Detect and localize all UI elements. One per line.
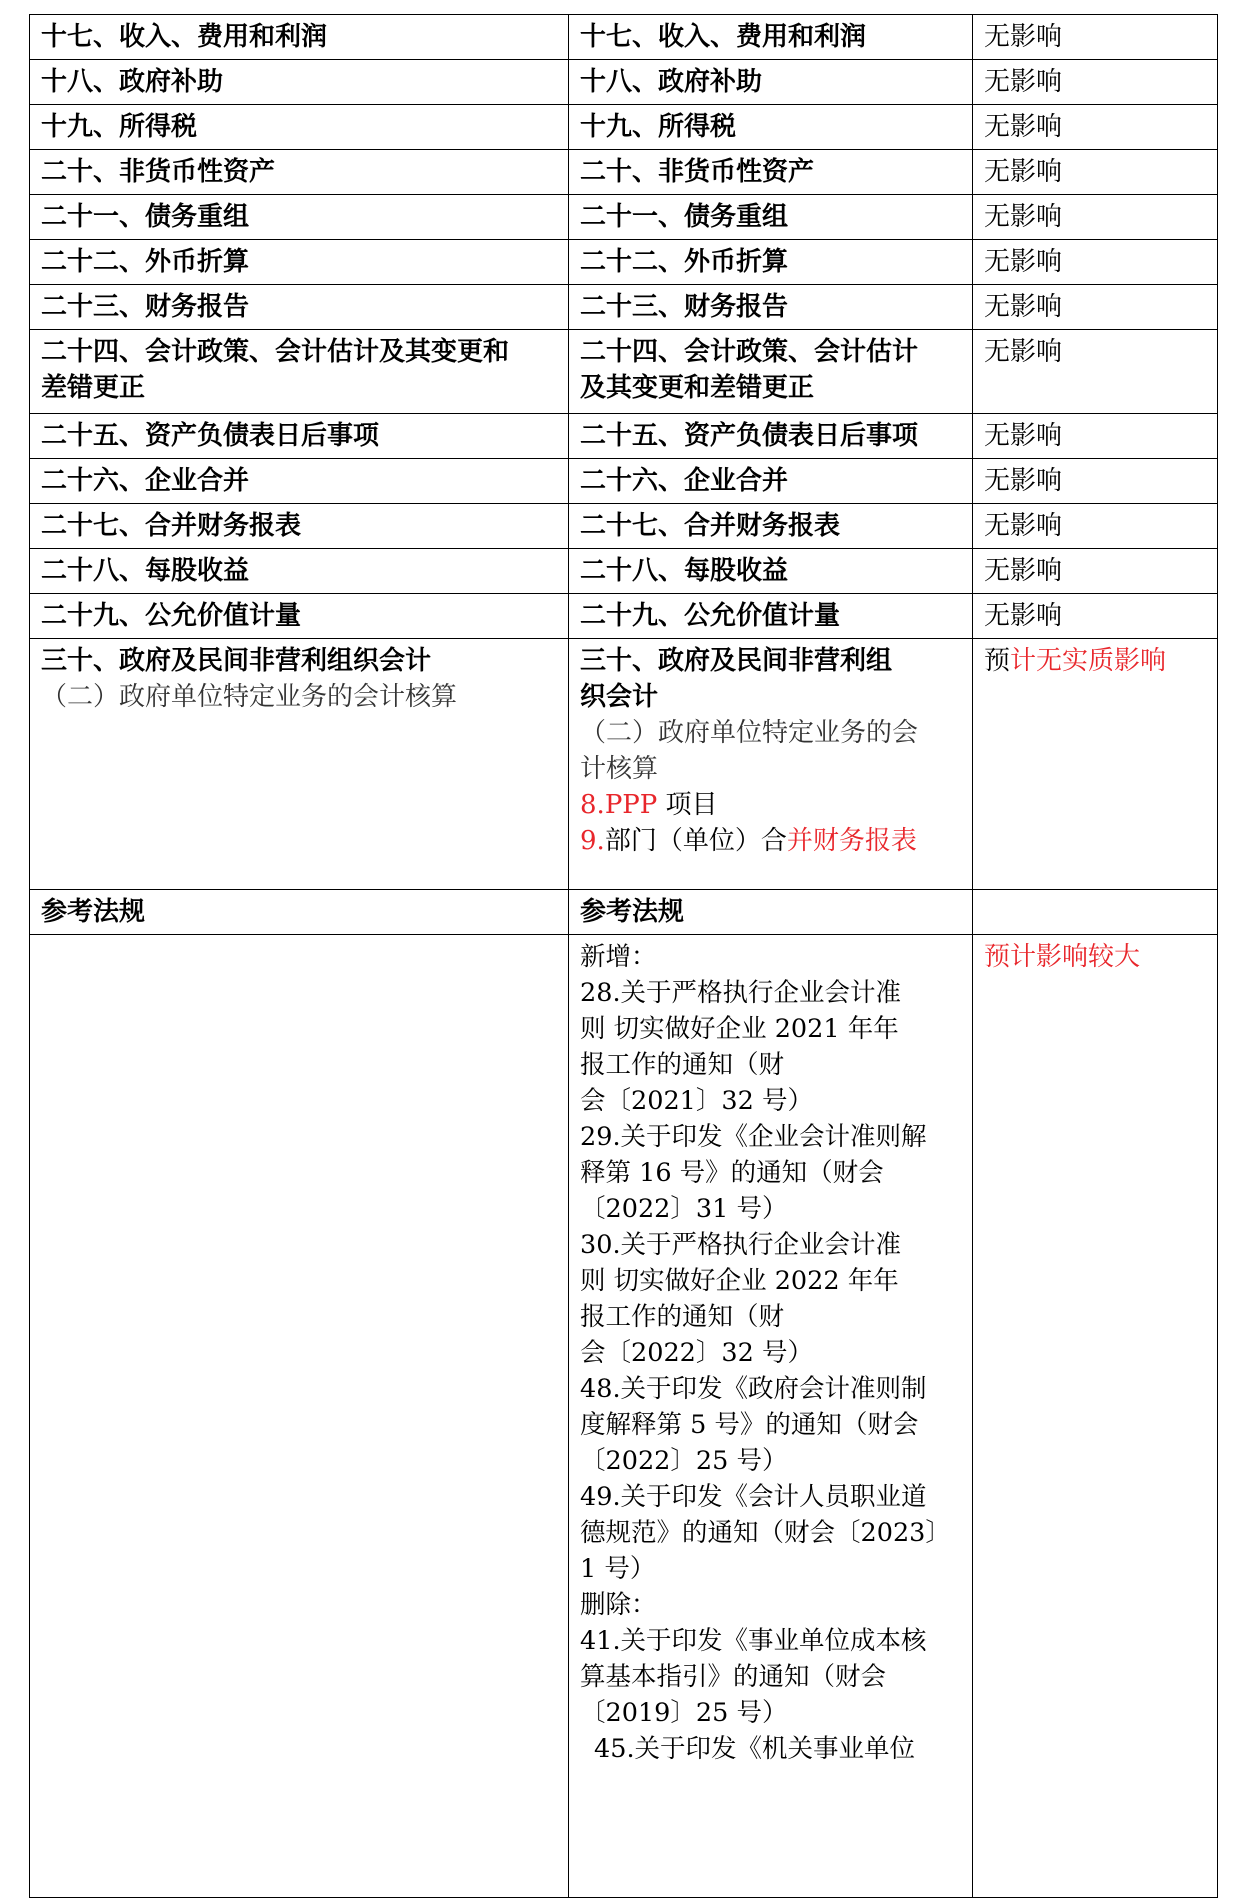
old-item-21: 二十一、债务重组 [30, 195, 569, 240]
ref-del-line-2: 算基本指引》的通知（财会 [580, 1662, 887, 1692]
old-item-26: 二十六、企业合并 [30, 459, 569, 504]
old-item-30-sub: （二）政府单位特定业务的会计核算 [41, 682, 458, 712]
ref-del-line-3: 〔2019〕25 号） [580, 1698, 788, 1728]
old-item-30-title: 三十、政府及民间非营利组织会计 [41, 646, 432, 676]
new-item-30-title-2: 织会计 [580, 682, 659, 712]
new-item-30-item-8 [580, 787, 961, 823]
new-item-28: 二十八、每股收益 [569, 549, 973, 594]
item-9-number: 9. [580, 826, 605, 856]
effect-27: 无影响 [973, 504, 1218, 549]
effect-30-black: 预 [984, 646, 1011, 676]
new-item-19: 十九、所得税 [569, 105, 973, 150]
effect-17: 无影响 [973, 15, 1218, 60]
ref-new-label: 新增： [580, 942, 657, 972]
new-item-30-sub-2: 计核算 [580, 754, 659, 784]
item-8-number: 8. [580, 790, 605, 820]
old-item-28: 二十八、每股收益 [30, 549, 569, 594]
new-item-21: 二十一、债务重组 [569, 195, 973, 240]
old-item-23: 二十三、财务报告 [30, 285, 569, 330]
old-item-20: 二十、非货币性资产 [30, 150, 569, 195]
old-item-30 [30, 639, 569, 890]
effect-24: 无影响 [973, 330, 1218, 414]
effect-26: 无影响 [973, 459, 1218, 504]
ref-delete-label: 删除： [580, 1590, 657, 1620]
old-item-24-line2: 差错更正 [41, 373, 146, 403]
new-item-24-line2: 及其变更和差错更正 [580, 373, 815, 403]
item-8-red-text: PPP [604, 790, 658, 820]
new-item-23: 二十三、财务报告 [569, 285, 973, 330]
new-item-18: 十八、政府补助 [569, 60, 973, 105]
ref-line-15: 49.关于印发《会计人员职业道 [580, 1482, 927, 1512]
ref-line-14: 〔2022〕25 号） [580, 1446, 788, 1476]
ref-header-new: 参考法规 [569, 890, 973, 935]
ref-line-9: 则 切实做好企业 2022 年年 [580, 1266, 899, 1296]
ref-last-line: 45.关于印发《机关事业单位 [594, 1734, 916, 1764]
effect-22: 无影响 [973, 240, 1218, 285]
new-item-25: 二十五、资产负债表日后事项 [569, 414, 973, 459]
old-item-27: 二十七、合并财务报表 [30, 504, 569, 549]
ref-line-4: 会〔2021〕32 号） [580, 1086, 813, 1116]
old-item-25: 二十五、资产负债表日后事项 [30, 414, 569, 459]
item-9-text: 部门（单位）合 [604, 826, 787, 856]
ref-line-3: 报工作的通知（财 [580, 1050, 785, 1080]
ref-line-10: 报工作的通知（财 [580, 1302, 785, 1332]
old-item-17: 十七、收入、费用和利润 [30, 15, 569, 60]
new-item-26: 二十六、企业合并 [569, 459, 973, 504]
ref-header-old: 参考法规 [30, 890, 569, 935]
item-8-text: 项目 [657, 790, 718, 820]
comparison-table [29, 14, 1218, 1898]
new-item-29: 二十九、公允价值计量 [569, 594, 973, 639]
new-item-30 [569, 639, 973, 890]
ref-del-line-1: 41.关于印发《事业单位成本核 [580, 1626, 927, 1656]
ref-line-13: 度解释第 5 号》的通知（财会 [580, 1410, 919, 1440]
effect-18: 无影响 [973, 60, 1218, 105]
new-item-22: 二十二、外币折算 [569, 240, 973, 285]
ref-line-12: 48.关于印发《政府会计准则制 [580, 1374, 927, 1404]
ref-new-cell [569, 935, 973, 1898]
effect-21: 无影响 [973, 195, 1218, 240]
new-item-30-sub-1: （二）政府单位特定业务的会 [580, 718, 919, 748]
ref-old-cell [30, 935, 569, 1898]
new-item-17: 十七、收入、费用和利润 [569, 15, 973, 60]
new-item-30-title-1: 三十、政府及民间非营利组 [580, 646, 893, 676]
ref-line-11: 会〔2022〕32 号） [580, 1338, 813, 1368]
ref-line-17: 1 号） [580, 1554, 656, 1584]
ref-line-7: 〔2022〕31 号） [580, 1194, 788, 1224]
effect-30-red: 计无实质影响 [1010, 646, 1167, 676]
old-item-22: 二十二、外币折算 [30, 240, 569, 285]
new-item-20: 二十、非货币性资产 [569, 150, 973, 195]
old-item-24-line1: 二十四、会计政策、会计估计及其变更和 [41, 337, 510, 367]
ref-effect [973, 935, 1218, 1898]
ref-line-8: 30.关于严格执行企业会计准 [580, 1230, 902, 1260]
new-item-24-line1: 二十四、会计政策、会计估计 [580, 337, 919, 367]
ref-header-effect [973, 890, 1218, 935]
ref-line-6: 释第 16 号》的通知（财会 [580, 1158, 884, 1188]
item-9-red-text: 并财务报表 [786, 826, 917, 856]
new-item-30-item-9 [580, 823, 961, 859]
old-item-24 [30, 330, 569, 414]
old-item-19: 十九、所得税 [30, 105, 569, 150]
ref-line-1: 28.关于严格执行企业会计准 [580, 978, 902, 1008]
ref-line-5: 29.关于印发《企业会计准则解 [580, 1122, 927, 1152]
new-item-24 [569, 330, 973, 414]
ref-line-2: 则 切实做好企业 2021 年年 [580, 1014, 899, 1044]
old-item-18: 十八、政府补助 [30, 60, 569, 105]
ref-effect-text: 预计影响较大 [984, 942, 1141, 972]
effect-23: 无影响 [973, 285, 1218, 330]
effect-28: 无影响 [973, 549, 1218, 594]
new-item-27: 二十七、合并财务报表 [569, 504, 973, 549]
effect-30 [973, 639, 1218, 890]
effect-19: 无影响 [973, 105, 1218, 150]
old-item-29: 二十九、公允价值计量 [30, 594, 569, 639]
ref-line-16: 德规范》的通知（财会〔2023〕 [580, 1518, 951, 1548]
effect-25: 无影响 [973, 414, 1218, 459]
effect-29: 无影响 [973, 594, 1218, 639]
effect-20: 无影响 [973, 150, 1218, 195]
